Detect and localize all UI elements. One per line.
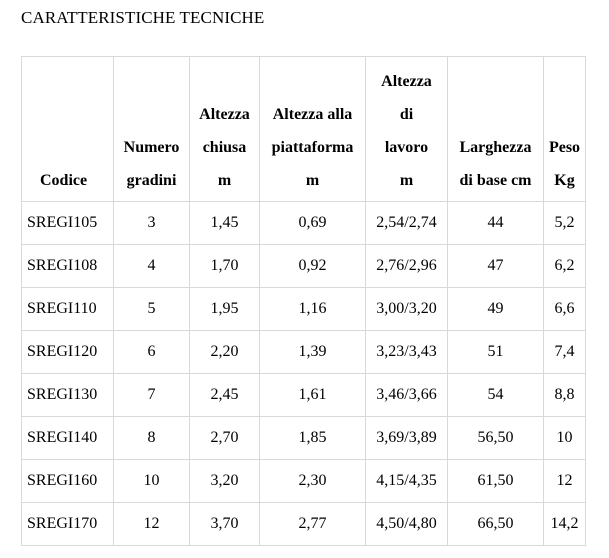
cell-altezza-piattaforma: 0,92 bbox=[260, 245, 366, 288]
cell-larghezza-base: 51 bbox=[448, 331, 544, 374]
cell-larghezza-base: 47 bbox=[448, 245, 544, 288]
cell-altezza-chiusa: 2,45 bbox=[190, 374, 260, 417]
table-row bbox=[22, 331, 586, 374]
cell-codice: SREGI120 bbox=[22, 331, 114, 374]
header-line: Codice bbox=[40, 172, 88, 189]
header-peso bbox=[544, 57, 586, 202]
cell-peso: 10 bbox=[544, 417, 586, 460]
cell-altezza-piattaforma: 2,30 bbox=[260, 460, 366, 503]
cell-altezza-lavoro: 4,15/4,35 bbox=[366, 460, 448, 503]
header-line: m bbox=[217, 172, 232, 189]
cell-gradini: 7 bbox=[114, 374, 190, 417]
cell-altezza-chiusa: 1,45 bbox=[190, 202, 260, 245]
cell-altezza-chiusa: 3,20 bbox=[190, 460, 260, 503]
cell-gradini: 6 bbox=[114, 331, 190, 374]
header-line: m bbox=[399, 172, 414, 189]
header-line: di bbox=[399, 106, 414, 123]
cell-altezza-piattaforma: 1,39 bbox=[260, 331, 366, 374]
cell-codice: SREGI160 bbox=[22, 460, 114, 503]
header-codice bbox=[22, 57, 114, 202]
table-header bbox=[22, 57, 586, 202]
header-line: lavoro bbox=[384, 139, 429, 156]
header-larghezza-base bbox=[448, 57, 544, 202]
table-row bbox=[22, 245, 586, 288]
cell-altezza-lavoro: 3,46/3,66 bbox=[366, 374, 448, 417]
cell-larghezza-base: 61,50 bbox=[448, 460, 544, 503]
cell-altezza-lavoro: 3,00/3,20 bbox=[366, 288, 448, 331]
header-line: Altezza bbox=[381, 73, 432, 90]
header-line: gradini bbox=[126, 172, 177, 189]
header-line: m bbox=[305, 172, 320, 189]
cell-gradini: 5 bbox=[114, 288, 190, 331]
cell-altezza-lavoro: 3,69/3,89 bbox=[366, 417, 448, 460]
cell-altezza-chiusa: 2,20 bbox=[190, 331, 260, 374]
cell-altezza-lavoro: 3,23/3,43 bbox=[366, 331, 448, 374]
cell-altezza-piattaforma: 1,16 bbox=[260, 288, 366, 331]
header-line: chiusa bbox=[202, 139, 247, 156]
cell-altezza-lavoro: 4,50/4,80 bbox=[366, 503, 448, 546]
cell-altezza-chiusa: 1,70 bbox=[190, 245, 260, 288]
cell-codice: SREGI130 bbox=[22, 374, 114, 417]
cell-peso: 8,8 bbox=[544, 374, 586, 417]
cell-altezza-chiusa: 1,95 bbox=[190, 288, 260, 331]
specs-table bbox=[21, 56, 586, 546]
header-row bbox=[22, 57, 586, 202]
header-line: Larghezza bbox=[459, 139, 532, 156]
cell-larghezza-base: 54 bbox=[448, 374, 544, 417]
header-line: Altezza bbox=[199, 106, 250, 123]
cell-codice: SREGI110 bbox=[22, 288, 114, 331]
cell-altezza-chiusa: 2,70 bbox=[190, 417, 260, 460]
header-line: Altezza alla bbox=[272, 106, 353, 123]
cell-gradini: 4 bbox=[114, 245, 190, 288]
page-title: CARATTERISTICHE TECNICHE bbox=[21, 8, 265, 27]
cell-larghezza-base: 44 bbox=[448, 202, 544, 245]
cell-codice: SREGI170 bbox=[22, 503, 114, 546]
table-row bbox=[22, 202, 586, 245]
cell-larghezza-base: 66,50 bbox=[448, 503, 544, 546]
cell-altezza-piattaforma: 0,69 bbox=[260, 202, 366, 245]
table-row bbox=[22, 503, 586, 546]
header-numero-gradini bbox=[114, 57, 190, 202]
cell-codice: SREGI108 bbox=[22, 245, 114, 288]
cell-codice: SREGI140 bbox=[22, 417, 114, 460]
cell-altezza-piattaforma: 2,77 bbox=[260, 503, 366, 546]
header-altezza-chiusa bbox=[190, 57, 260, 202]
cell-altezza-lavoro: 2,54/2,74 bbox=[366, 202, 448, 245]
table-body bbox=[22, 202, 586, 546]
cell-altezza-piattaforma: 1,85 bbox=[260, 417, 366, 460]
cell-larghezza-base: 56,50 bbox=[448, 417, 544, 460]
cell-peso: 12 bbox=[544, 460, 586, 503]
header-line: Peso bbox=[548, 139, 581, 156]
cell-codice: SREGI105 bbox=[22, 202, 114, 245]
cell-peso: 6,2 bbox=[544, 245, 586, 288]
cell-gradini: 12 bbox=[114, 503, 190, 546]
table-row bbox=[22, 417, 586, 460]
header-altezza-lavoro bbox=[366, 57, 448, 202]
header-altezza-piattaforma bbox=[260, 57, 366, 202]
cell-peso: 6,6 bbox=[544, 288, 586, 331]
cell-gradini: 8 bbox=[114, 417, 190, 460]
cell-peso: 14,2 bbox=[544, 503, 586, 546]
cell-larghezza-base: 49 bbox=[448, 288, 544, 331]
header-line: Kg bbox=[554, 172, 575, 189]
header-line: Numero bbox=[123, 139, 180, 156]
cell-altezza-piattaforma: 1,61 bbox=[260, 374, 366, 417]
cell-altezza-lavoro: 2,76/2,96 bbox=[366, 245, 448, 288]
table-row bbox=[22, 460, 586, 503]
header-line: piattaforma bbox=[271, 139, 354, 156]
cell-peso: 5,2 bbox=[544, 202, 586, 245]
cell-gradini: 10 bbox=[114, 460, 190, 503]
header-line: di base cm bbox=[459, 172, 532, 189]
table-row bbox=[22, 374, 586, 417]
cell-gradini: 3 bbox=[114, 202, 190, 245]
cell-altezza-chiusa: 3,70 bbox=[190, 503, 260, 546]
cell-peso: 7,4 bbox=[544, 331, 586, 374]
table-row bbox=[22, 288, 586, 331]
